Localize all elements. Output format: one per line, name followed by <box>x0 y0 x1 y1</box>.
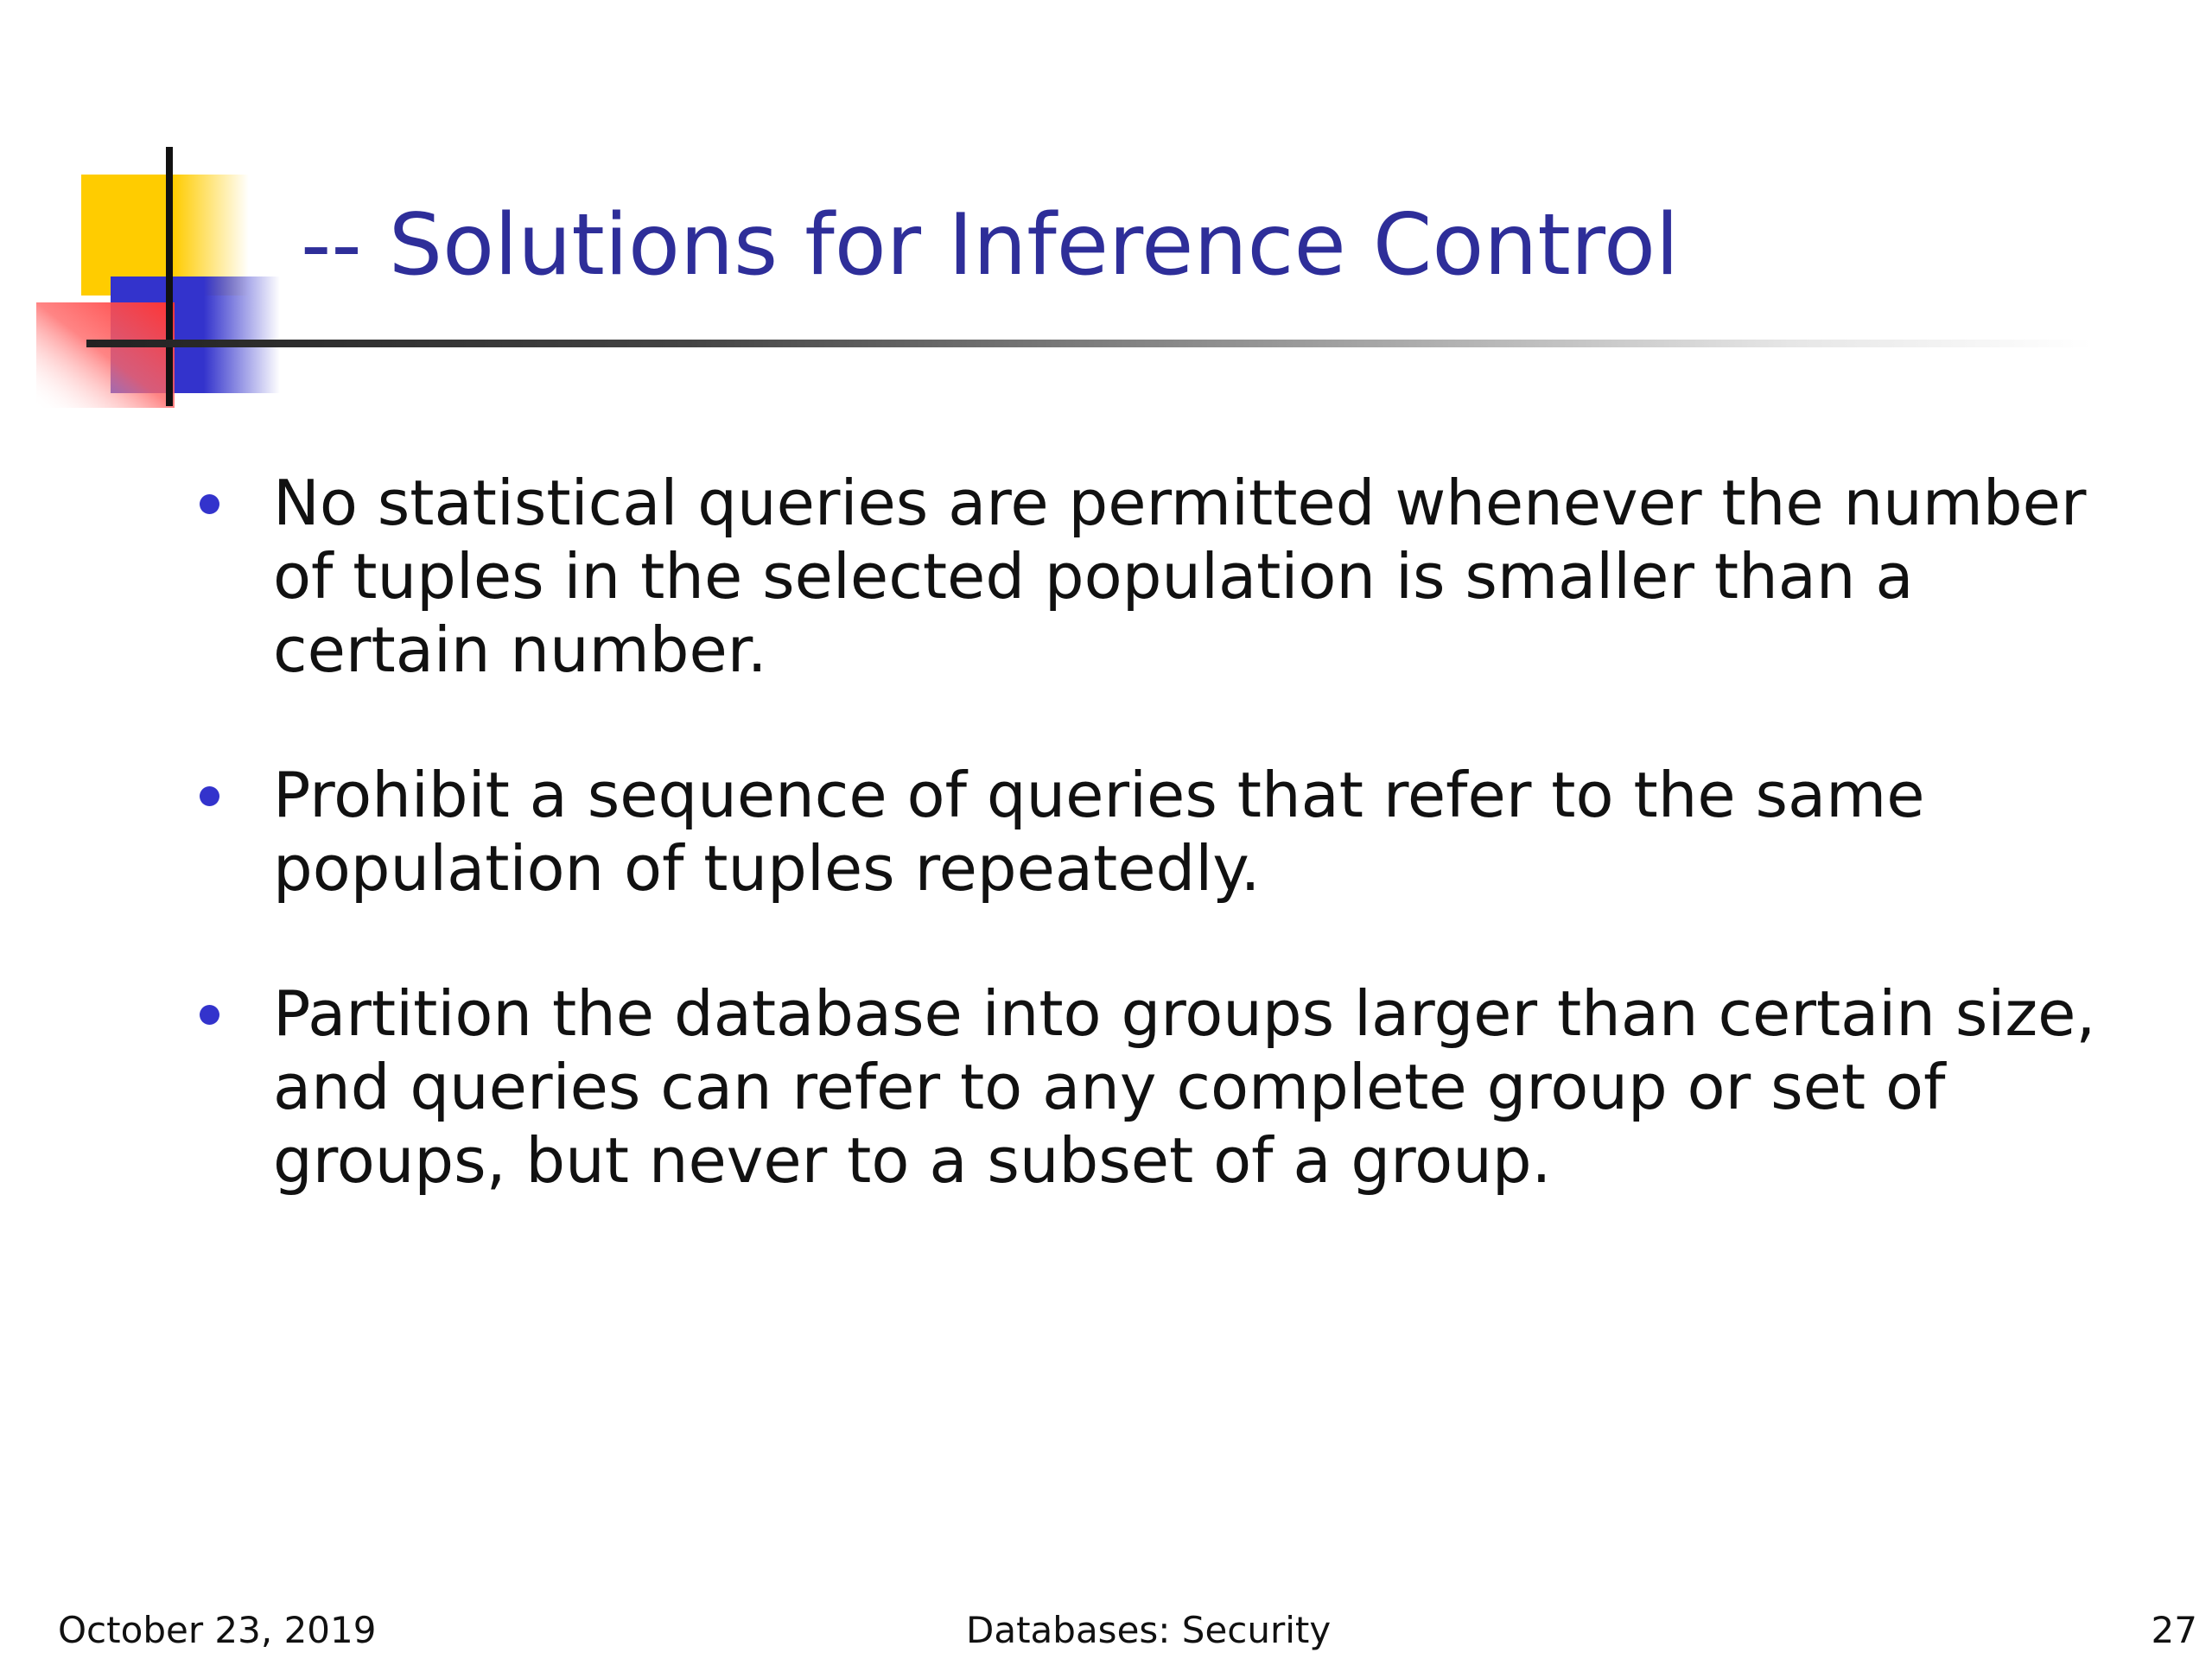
bullet-text: Partition the database into groups larger than certain size, and queries can refer to any complete group or set of groups, but never to a subset of a group. <box>273 977 2096 1197</box>
page-number: 27 <box>2151 1609 2197 1651</box>
title-underline <box>86 340 2091 347</box>
footer-date: October 23, 2019 <box>58 1609 377 1651</box>
decorative-logo <box>0 0 346 415</box>
bullet-item <box>192 759 2136 906</box>
bullet-dot-icon <box>200 786 219 806</box>
logo-vertical-line <box>166 147 173 406</box>
bullet-dot-icon <box>200 1005 219 1025</box>
bullet-item <box>192 977 2136 1198</box>
bullet-text: No statistical queries are permitted whenever the number of tuples in the selected population is smaller than a certain number. <box>273 467 2087 686</box>
footer-title: Databases: Security <box>966 1609 1332 1651</box>
slide-title: -- Solutions for Inference Control <box>301 196 1680 295</box>
bullet-text: Prohibit a sequence of queries that refer to the same population of tuples repeatedly. <box>273 759 1925 905</box>
bullet-dot-icon <box>200 494 219 514</box>
bullet-item <box>192 467 2136 687</box>
bullet-list <box>192 467 2136 1269</box>
logo-red-square <box>36 302 175 408</box>
